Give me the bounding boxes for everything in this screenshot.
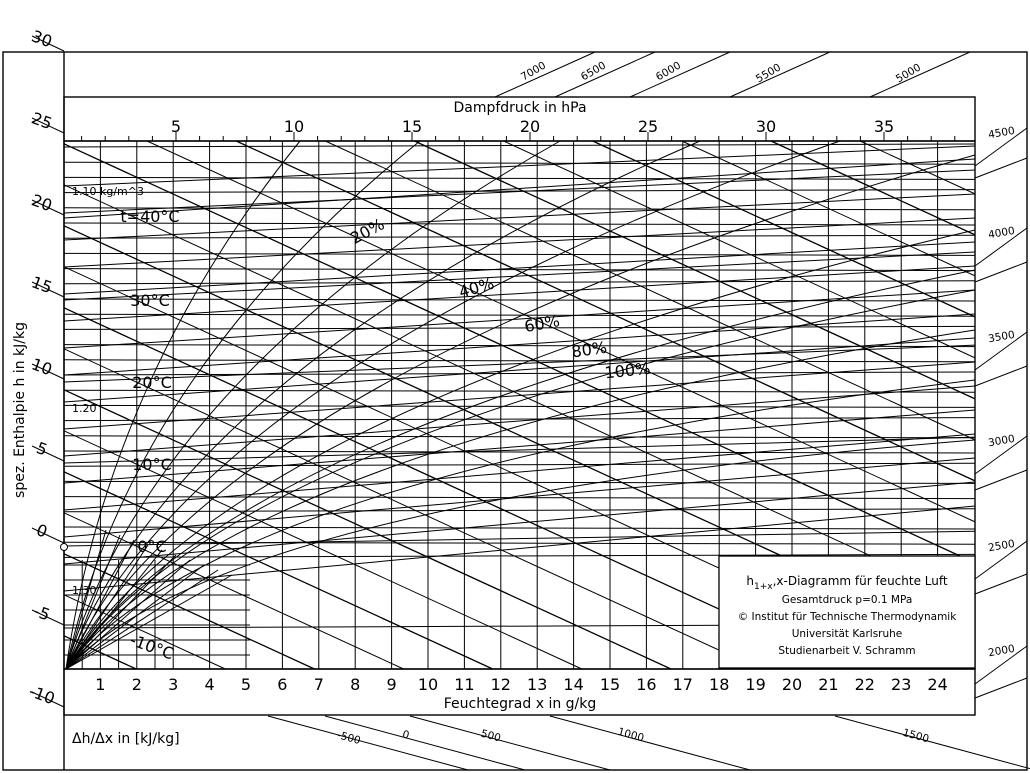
bottom-tick-label: 3	[168, 675, 179, 694]
h-grid-line	[64, 281, 975, 284]
top-tick-label: 25	[637, 117, 659, 136]
rh-label: 40%	[456, 273, 497, 302]
enthalpy-label: 15	[29, 272, 55, 298]
top-tick-label: 15	[401, 117, 423, 136]
bottom-tick-label: 2	[131, 675, 142, 694]
bottom-tick-label: 20	[781, 675, 803, 694]
top-tick-label: 30	[755, 117, 777, 136]
info-line-institute: © Institut für Technische Thermodynamik	[737, 611, 957, 623]
bottom-tick-label: 22	[854, 675, 875, 694]
h-grid-line	[64, 326, 975, 329]
right-scale-label: 4500	[987, 124, 1016, 142]
h-grid-line	[64, 144, 975, 147]
isotherm-minor-line	[64, 290, 975, 348]
isotherm-minor-line	[64, 242, 975, 294]
h-grid-line	[64, 436, 975, 438]
bottom-scale-label: 1500	[901, 726, 931, 746]
bottom-scale-label: 0	[400, 728, 411, 742]
enthalpy-label: 0	[33, 520, 50, 542]
top-tick-label: 35	[873, 117, 895, 136]
bottom-tick-label: 6	[277, 675, 288, 694]
top-scale-line	[555, 52, 655, 97]
h-grid-line	[64, 235, 975, 238]
info-line-author: Studienarbeit V. Schramm	[778, 645, 916, 657]
right-scale-minor	[975, 574, 1027, 594]
bottom-tick-label: 21	[818, 675, 839, 694]
enthalpy-line	[236, 141, 975, 481]
bottom-tick-label: 15	[599, 675, 621, 694]
h-grid-line	[64, 177, 975, 179]
temperature-label: 30°C	[130, 291, 170, 310]
info-title-rest: ,x-Diagramm für feuchte Luft	[772, 574, 948, 588]
density-label: 1.10 kg/m^3	[72, 185, 144, 198]
bottom-tick-label: 11	[454, 675, 475, 694]
bottom-tick-label: 9	[386, 675, 397, 694]
enthalpy-label: 30	[29, 26, 55, 52]
bottom-tick-label: 24	[927, 675, 948, 694]
bottom-scale-label: 1000	[616, 725, 646, 745]
temperature-label: 10°C	[132, 455, 172, 474]
bottom-tick-label: 17	[672, 675, 693, 694]
enthalpy-label: 20	[29, 190, 55, 216]
top-scale-label: 5500	[753, 61, 784, 86]
right-scale-minor	[975, 366, 1027, 386]
top-scale-label: 5000	[893, 61, 924, 86]
bottom-scale-line	[835, 716, 1030, 770]
bottom-tick-label: 16	[636, 675, 657, 694]
h-grid-line	[64, 223, 975, 225]
right-scale-label: 3000	[987, 432, 1016, 450]
top-tick-label: 20	[519, 117, 541, 136]
temperature-label: 0°C	[137, 537, 167, 556]
top-scale-line	[730, 52, 830, 97]
bottom-tick-label: 23	[891, 675, 912, 694]
rh-label: 60%	[522, 311, 562, 337]
right-scale-minor	[975, 678, 1027, 698]
h-grid-line	[64, 405, 975, 407]
enthalpy-minor-line	[64, 349, 760, 669]
enthalpy-label: 5	[33, 438, 50, 460]
temperature-label: 20°C	[132, 373, 172, 392]
bottom-tick-label: 19	[745, 675, 766, 694]
density-label: 1.20	[72, 402, 97, 415]
enthalpy-label: -5	[31, 601, 53, 625]
temperature-label: t=40°C	[120, 207, 180, 226]
right-scale-minor	[975, 470, 1027, 490]
rh-label: 80%	[570, 337, 609, 362]
h-grid-line	[64, 527, 975, 529]
info-title-sub: 1+x	[754, 582, 773, 592]
h-grid-line	[64, 162, 975, 164]
info-title-main: h	[746, 574, 755, 588]
top-scale-label: 6000	[653, 59, 684, 84]
h-grid-line	[64, 481, 975, 483]
right-scale-label: 2000	[987, 642, 1016, 660]
bottom-tick-label: 14	[563, 675, 584, 694]
bottom-tick-label: 10	[417, 675, 439, 694]
left-axis-label: spez. Enthalpie h in kJ/kg	[12, 322, 28, 498]
temperature-label: -10°C	[127, 630, 177, 664]
top-scale-line	[870, 52, 970, 97]
reference-point	[61, 544, 68, 551]
bottom-scale-line	[268, 716, 468, 770]
bottom-tick-label: 12	[490, 675, 511, 694]
bottom-tick-label: 4	[204, 675, 215, 694]
isotherm-minor-line	[64, 194, 975, 240]
top-tick-label: 5	[170, 117, 182, 136]
top-tick-label: 10	[283, 117, 305, 136]
right-scale-minor	[975, 262, 1027, 282]
info-line-pressure: Gesamtdruck p=0.1 MPa	[781, 594, 913, 606]
isotherm-minor-line	[64, 482, 975, 564]
isotherm-minor-line	[64, 170, 975, 213]
enthalpy-label: 10	[29, 354, 55, 380]
bottom-tick-label: 1	[95, 675, 106, 694]
info-line-university: Universität Karlsruhe	[791, 628, 903, 640]
enthalpy-label: 25	[29, 108, 55, 134]
isotherm-minor-line	[64, 458, 975, 537]
bottom-tick-label: 5	[240, 675, 252, 694]
h-grid-line	[64, 360, 975, 362]
enthalpy-minor-line	[64, 185, 975, 604]
enthalpy-label: -10	[26, 681, 58, 709]
top-scale-label: 6500	[578, 59, 609, 84]
bottom-tick-label: 8	[350, 675, 361, 694]
right-scale-label: 3500	[987, 328, 1016, 346]
top-scale-line	[630, 52, 730, 97]
bottom-scale-label: -500	[335, 729, 362, 747]
bottom-tick-label: 7	[313, 675, 324, 694]
rh-label: 20%	[347, 214, 388, 248]
h-grid-line	[64, 269, 975, 271]
rh-label: 100%	[603, 358, 652, 383]
density-label: 1.30	[72, 584, 97, 597]
bottom-tick-label: 13	[527, 675, 548, 694]
right-scale-label: 4000	[987, 224, 1016, 242]
enthalpy-minor-line	[64, 513, 404, 669]
right-scale-minor	[975, 158, 1027, 178]
bottom-left-label: Δh/Δx in [kJ/kg]	[72, 731, 180, 747]
h-grid-line	[64, 463, 975, 466]
top-axis-label: Dampfdruck in hPa	[453, 100, 587, 116]
bottom-axis-label: Feuchtegrad x in g/kg	[443, 696, 597, 712]
bottom-tick-label: 18	[709, 675, 730, 694]
top-scale-label: 7000	[518, 59, 549, 84]
right-scale-label: 2500	[987, 537, 1016, 555]
bottom-scale-label: 500	[479, 727, 503, 745]
